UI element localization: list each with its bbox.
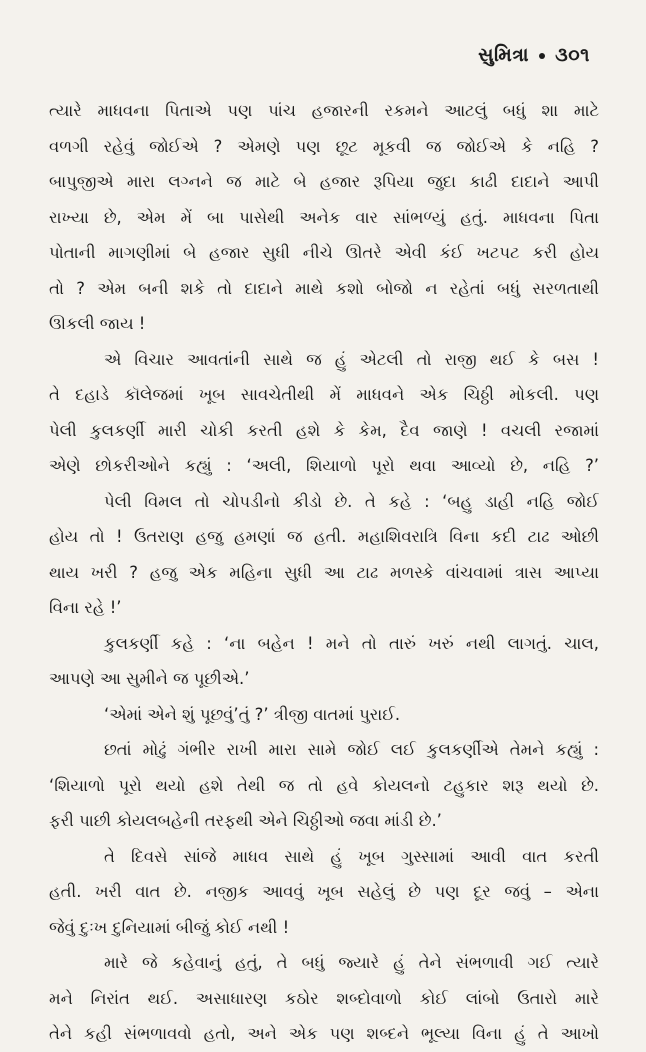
text-line: આપણે આ સુમીને જ પૂછીએ.’ (49, 669, 250, 688)
page-number: ૩૦૧ (555, 44, 590, 66)
separator-dot (539, 53, 545, 59)
text-line: વળગી રહેવું જોઈએ ? એમણે પણ છૂટ મૂકવી જ જોઈએ કે નહિ ? (49, 136, 599, 156)
text-line: જેવું દુઃખ દુનિયામાં બીજું કોઈ નથી ! (49, 917, 290, 937)
text-line: ત્યારે માધવના પિતાએ પણ પાંચ હજારની રકમને આટલું બધું શા માટે (49, 101, 599, 120)
text-line: ‘શિયાળો પૂરો થયો હશે તેથી જ તો હવે કોયલનો ટહુકાર શરૂ થયો છે. (49, 775, 599, 795)
text-line: છતાં મોઢું ગંભીર રાખી મારા સામે જોઈ લઈ કુલકર્ણીએ તેમને કહ્યું : (104, 740, 599, 759)
text-line: હોય તો ! ઉતરાણ હજુ હમણાં જ હતી. મહાશિવરાત્રિ વિના કદી ટાઢ ઓછી (49, 527, 599, 546)
text-line: થાય ખરી ? હજુ એક મહિના સુધી આ ટાઢ મળસ્કે વાંચવામાં ત્રાસ આપ્યા (49, 562, 599, 582)
running-header (478, 44, 590, 66)
text-line: તો ? એમ બની શકે તો દાદાને માથે કશો બોજો ન રહેતાં બધું સરળતાથી (49, 278, 599, 298)
text-line: તે દિવસે સાંજે માધવ સાથે હું ખૂબ ગુસ્સામાં આવી વાત કરતી (104, 846, 599, 866)
text-line: તે દહાડે કૉલેજમાં ખૂબ સાવચેતીથી મેં માધવને એક ચિઠ્ઠી મોકલી. પણ (49, 385, 599, 404)
text-line: પેલી વિમલ તો ચોપડીનો કીડો છે. તે કહે : ‘બહુ ડાહી નહિ જોઈ (104, 491, 599, 511)
text-line: ‘એમાં એને શું પૂછવું’તું ?’ ત્રીજી વાતમાં પુરાઈ. (104, 704, 401, 724)
text-line: પોતાની માગણીમાં બે હજાર સુધી નીચે ઊતરે એવી કંઈ ખટપટ કરી હોય (49, 243, 599, 262)
text-line: પેલી કુલકર્ણી મારી ચોકી કરતી હશે કે કેમ, દૈવ જાણે ! વચલી રજામાં (49, 420, 599, 440)
text-line: કુલકર્ણી કહે : ‘ના બહેન ! મને તો તારું ખરું નથી લાગતું. ચાલ, (104, 633, 599, 653)
text-line: એણે છોકરીઓને કહ્યું : ‘અલી, શિયાળો પૂરો થવા આવ્યો છે, નહિ ?’ (49, 456, 599, 475)
text-line: તેને કહી સંભળાવવો હતો, અને એક પણ શબ્દને ભૂલ્યા વિના હું તે આખો (49, 1024, 599, 1043)
text-line: રાખ્યા છે, એમ મેં બા પાસેથી અનેક વાર સાંભળ્યું હતું. માધવના પિતા (49, 207, 599, 227)
book-title: સુમિત્રા (478, 44, 530, 66)
text-line: બાપુજીએ મારા લગ્નને જ માટે બે હજાર રૂપિયા જુદા કાઢી દાદાને આપી (49, 172, 599, 191)
text-line: મારે જે કહેવાનું હતું, તે બધું જ્યારે હું તેને સંભળાવી ગઈ ત્યારે (104, 953, 599, 972)
text-line: વિના રહે !’ (49, 598, 122, 617)
text-line: મને નિરાંત થઈ. અસાધારણ કઠોર શબ્દોવાળો કોઈ લાંબો ઉતારો મારે (49, 988, 599, 1008)
text-line: ઊકલી જાય ! (49, 314, 146, 333)
text-line: ફરી પાછી કોયલબહેની તરફથી એને ચિઠ્ઠીઓ જવા માંડી છે.’ (49, 811, 442, 830)
text-line: હતી. ખરી વાત છે. નજીક આવવું ખૂબ સહેલું છે પણ દૂર જવું – એના (49, 882, 599, 901)
text-line: એ વિચાર આવતાંની સાથે જ હું એટલી તો રાજી થઈ કે બસ ! (104, 349, 599, 369)
body-text (49, 93, 599, 1052)
